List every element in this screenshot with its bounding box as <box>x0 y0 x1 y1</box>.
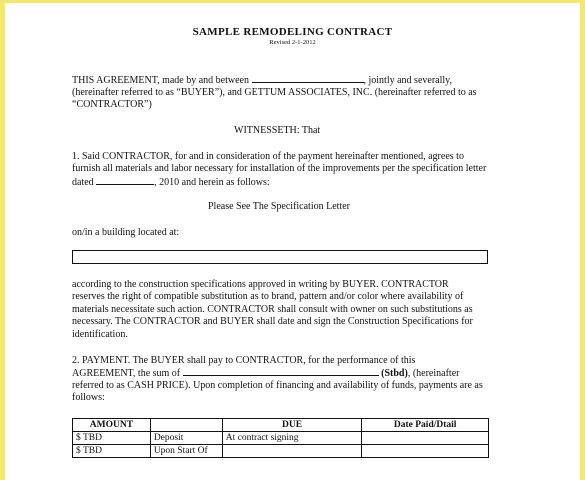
clause-1-line-1: 1. Said CONTRACTOR, for and in consideration of the payment hereinafter mentioned, agrees to <box>72 151 464 162</box>
building-address-field[interactable] <box>72 250 488 264</box>
clause-1-line-2: furnish all materials and labor necessary for installation of the improvements per the specification letter <box>72 163 487 174</box>
table-header-row <box>73 419 489 432</box>
clause-specs-line-1: according to the construction specifications approved in writing by BUYER. CONTRACTOR <box>72 279 449 290</box>
buyer-name-blank[interactable] <box>252 73 364 83</box>
dated-label: dated <box>72 177 94 188</box>
agreement-jointly: , jointly and severally, <box>363 75 452 86</box>
col-header-date-paid: Date Paid/Dtail <box>362 419 489 432</box>
payment-line-3: referred to as CASH PRICE). Upon completion of financing and availability of funds, payments are as <box>72 380 483 391</box>
stbd-label: (Stbd) <box>381 368 408 379</box>
description-cell: Deposit <box>150 432 222 445</box>
dated-suffix: , 2010 and herein as follows: <box>154 177 270 188</box>
hereinafter-label: , (hereinafter <box>407 368 460 379</box>
col-header-due: DUE <box>222 419 362 432</box>
payment-line-4: follows: <box>72 392 105 403</box>
payment-schedule-table <box>72 418 489 458</box>
table-row <box>73 445 489 458</box>
witnesseth-heading: WITNESSETH: That <box>234 125 321 136</box>
payment-line-1: 2. PAYMENT. The BUYER shall pay to CONTRACTOR, for the performance of this <box>72 355 416 366</box>
date-paid-cell[interactable] <box>362 432 489 445</box>
description-cell: Upon Start Of <box>150 445 222 458</box>
building-location-label: on/in a building located at: <box>72 227 180 238</box>
document-page <box>5 3 580 480</box>
due-cell <box>222 445 362 458</box>
amount-cell: $ TBD <box>73 432 151 445</box>
sum-label: AGREEMENT, the sum of <box>72 368 181 379</box>
payment-line-2 <box>72 366 459 380</box>
clause-specs-line-4: necessary. The CONTRACTOR and BUYER shall date and sign the Construction Specifications for <box>72 316 473 327</box>
revised-date: Revised 2-1-2012 <box>269 39 316 46</box>
clause-specs-line-2: reserves the right of compatible substitution as to brand, pattern and/or color where availability of <box>72 291 464 302</box>
clause-specs-line-5: identification. <box>72 329 128 340</box>
col-header-description <box>150 419 222 432</box>
clause-specs-line-3: materials necessitate such action. CONTRACTOR shall consult with owner on such substitutions as <box>72 304 473 315</box>
agreement-line-1 <box>72 73 452 87</box>
date-blank[interactable] <box>96 175 154 185</box>
col-header-amount: AMOUNT <box>73 419 151 432</box>
agreement-line-3: “CONTRACTOR”) <box>72 99 152 110</box>
spec-letter-note: Please See The Specification Letter <box>208 201 350 212</box>
agreement-intro: THIS AGREEMENT, made by and between <box>72 75 249 86</box>
date-paid-cell[interactable] <box>362 445 489 458</box>
agreement-line-2: (hereinafter referred to as “BUYER”), and GETTUM ASSOCIATES, INC. (hereinafter referred to as <box>72 87 477 98</box>
clause-1-line-3 <box>72 175 270 189</box>
sum-blank[interactable] <box>183 366 379 376</box>
contract-title: SAMPLE REMODELING CONTRACT <box>192 26 393 38</box>
table-row <box>73 432 489 445</box>
amount-cell: $ TBD <box>73 445 151 458</box>
due-cell: At contract signing <box>222 432 362 445</box>
